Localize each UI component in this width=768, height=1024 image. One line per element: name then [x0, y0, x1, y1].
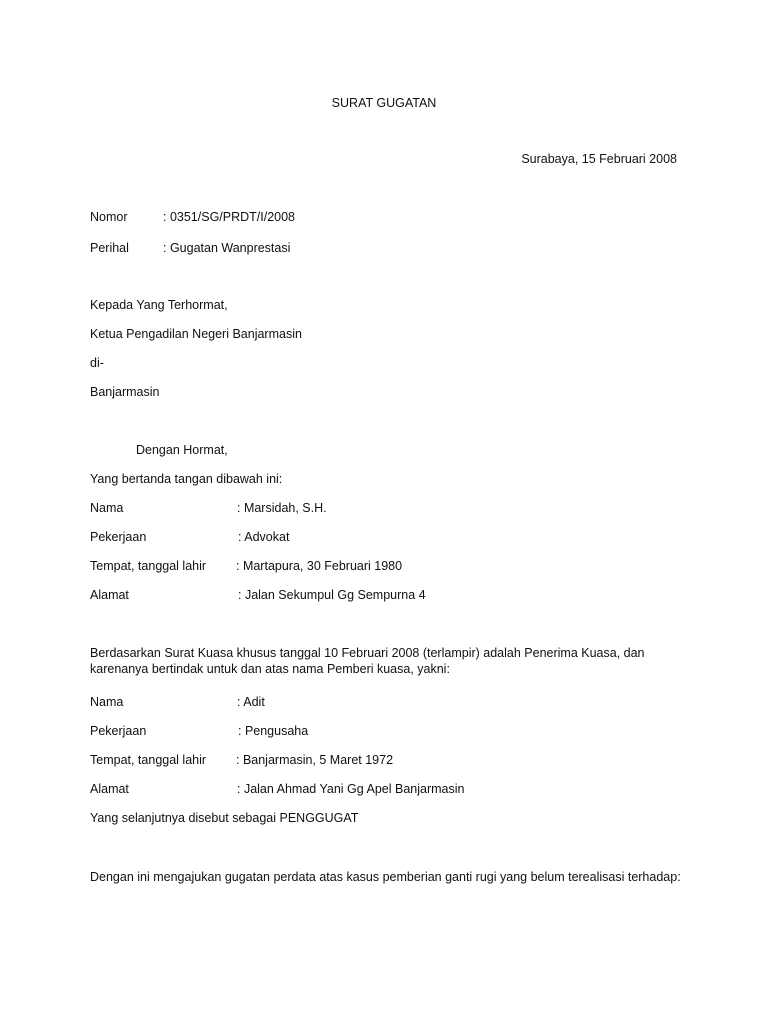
addressee-line: di- [90, 356, 104, 370]
principal-label: Tempat, tanggal lahir [90, 753, 207, 767]
nomor-label: Nomor [90, 210, 128, 224]
principal-label: Alamat [90, 782, 129, 796]
salutation: Dengan Hormat, [136, 443, 228, 457]
addressee-line: Ketua Pengadilan Negeri Banjarmasin [90, 327, 302, 341]
nomor-value: : 0351/SG/PRDT/I/2008 [163, 210, 296, 224]
signer-label: Tempat, tanggal lahir [90, 559, 207, 573]
claim-paragraph: Dengan ini mengajukan gugatan perdata atas kasus pemberian ganti rugi yang belum terealisasi terhadap: [90, 870, 681, 884]
power-of-attorney-paragraph: Berdasarkan Surat Kuasa khusus tanggal 10 Februari 2008 (terlampir) adalah Penerima Kuasa, dan karenanya bertindak untuk dan atas nama Pemberi kuasa, yakni: [90, 646, 645, 676]
perihal-label: Perihal [90, 241, 129, 255]
signer-label: Pekerjaan [90, 530, 147, 544]
principal-label: Pekerjaan [90, 724, 147, 738]
addressee-line: Kepada Yang Terhormat, [90, 298, 228, 312]
intro-text: Yang bertanda tangan dibawah ini: [90, 472, 283, 486]
place-date: Surabaya, 15 Februari 2008 [521, 152, 677, 166]
principal-value: : Jalan Ahmad Yani Gg Apel Banjarmasin [237, 782, 465, 796]
addressee-line: Banjarmasin [90, 385, 160, 399]
letter-title: SURAT GUGATAN [331, 96, 437, 110]
principal-label: Nama [90, 695, 124, 709]
signer-label: Alamat [90, 588, 129, 602]
signer-value: : Advokat [238, 530, 290, 544]
principal-value: : Pengusaha [238, 724, 309, 738]
signer-value: : Marsidah, S.H. [237, 501, 327, 515]
perihal-value: : Gugatan Wanprestasi [163, 241, 291, 255]
signer-value: : Jalan Sekumpul Gg Sempurna 4 [238, 588, 426, 602]
principal-value: : Banjarmasin, 5 Maret 1972 [236, 753, 394, 767]
signer-label: Nama [90, 501, 124, 515]
plaintiff-note: Yang selanjutnya disebut sebagai PENGGUGAT [90, 811, 359, 825]
signer-value: : Martapura, 30 Februari 1980 [236, 559, 403, 573]
principal-value: : Adit [237, 695, 265, 709]
